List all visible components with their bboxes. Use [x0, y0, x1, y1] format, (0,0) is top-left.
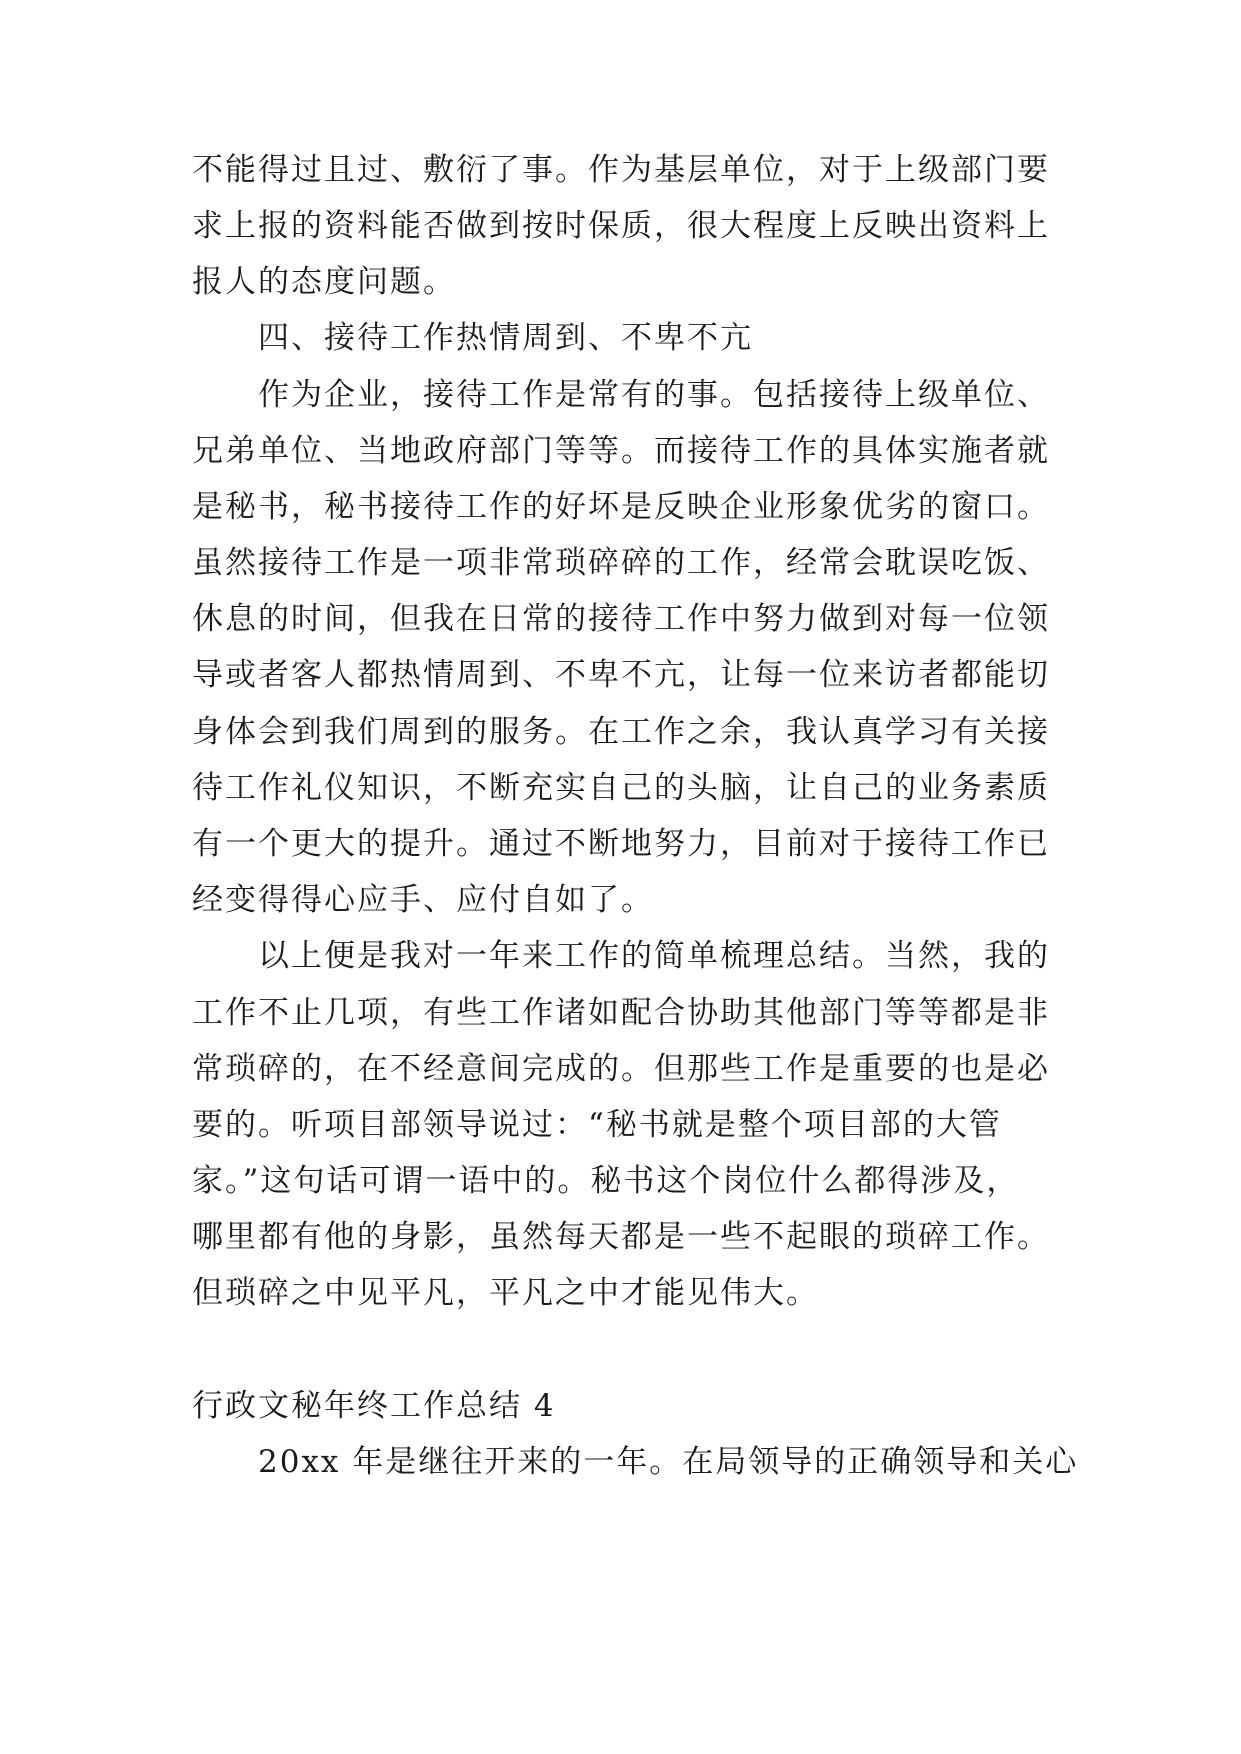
text-line: 经变得得心应手、应付自如了。 — [192, 882, 654, 918]
text-line: 家。”这句话可谓一语中的。秘书这个岗位什么都得涉及， — [192, 1163, 1020, 1199]
text-line: 哪里都有他的身影，虽然每天都是一些不起眼的琐碎工作。 — [192, 1219, 1050, 1255]
text-line: 虽然接待工作是一项非常琐碎碎的工作，经常会耽误吃饭、 — [192, 545, 1050, 581]
text-line: 身体会到我们周到的服务。在工作之余，我认真学习有关接 — [192, 714, 1050, 750]
text-line: 有一个更大的提升。通过不断地努力，目前对于接待工作已 — [192, 826, 1050, 862]
text-line: 兄弟单位、当地政府部门等等。而接待工作的具体实施者就 — [192, 433, 1050, 469]
section-title: 行政文秘年终工作总结 4 — [192, 1388, 556, 1424]
text-line: 常琐碎的，在不经意间完成的。但那些工作是重要的也是必 — [192, 1051, 1050, 1087]
text-line: 求上报的资料能否做到按时保质，很大程度上反映出资料上 — [192, 208, 1050, 244]
section-heading: 四、接待工作热情周到、不卑不亢 — [258, 320, 753, 356]
text-line: 是秘书，秘书接待工作的好坏是反映企业形象优劣的窗口。 — [192, 489, 1050, 525]
text-line: 休息的时间，但我在日常的接待工作中努力做到对每一位领 — [192, 601, 1050, 637]
text-line: 以上便是我对一年来工作的简单梳理总结。当然，我的 — [258, 938, 1050, 974]
text-line: 导或者客人都热情周到、不卑不亢，让每一位来访者都能切 — [192, 657, 1050, 693]
text-line: 要的。听项目部领导说过：“秘书就是整个项目部的大管 — [192, 1107, 1002, 1143]
text-line: 作为企业，接待工作是常有的事。包括接待上级单位、 — [258, 377, 1050, 413]
text-line: 待工作礼仪知识，不断充实自己的头脑，让自己的业务素质 — [192, 770, 1050, 806]
text-line: 报人的态度问题。 — [192, 264, 456, 300]
text-line: 不能得过且过、敷衍了事。作为基层单位，对于上级部门要 — [192, 152, 1050, 188]
text-line: 但琐碎之中见平凡，平凡之中才能见伟大。 — [192, 1275, 819, 1311]
text-line: 20xx 年是继往开来的一年。在局领导的正确领导和关心 — [258, 1444, 1079, 1480]
text-line: 工作不止几项，有些工作诸如配合协助其他部门等等都是非 — [192, 995, 1050, 1031]
